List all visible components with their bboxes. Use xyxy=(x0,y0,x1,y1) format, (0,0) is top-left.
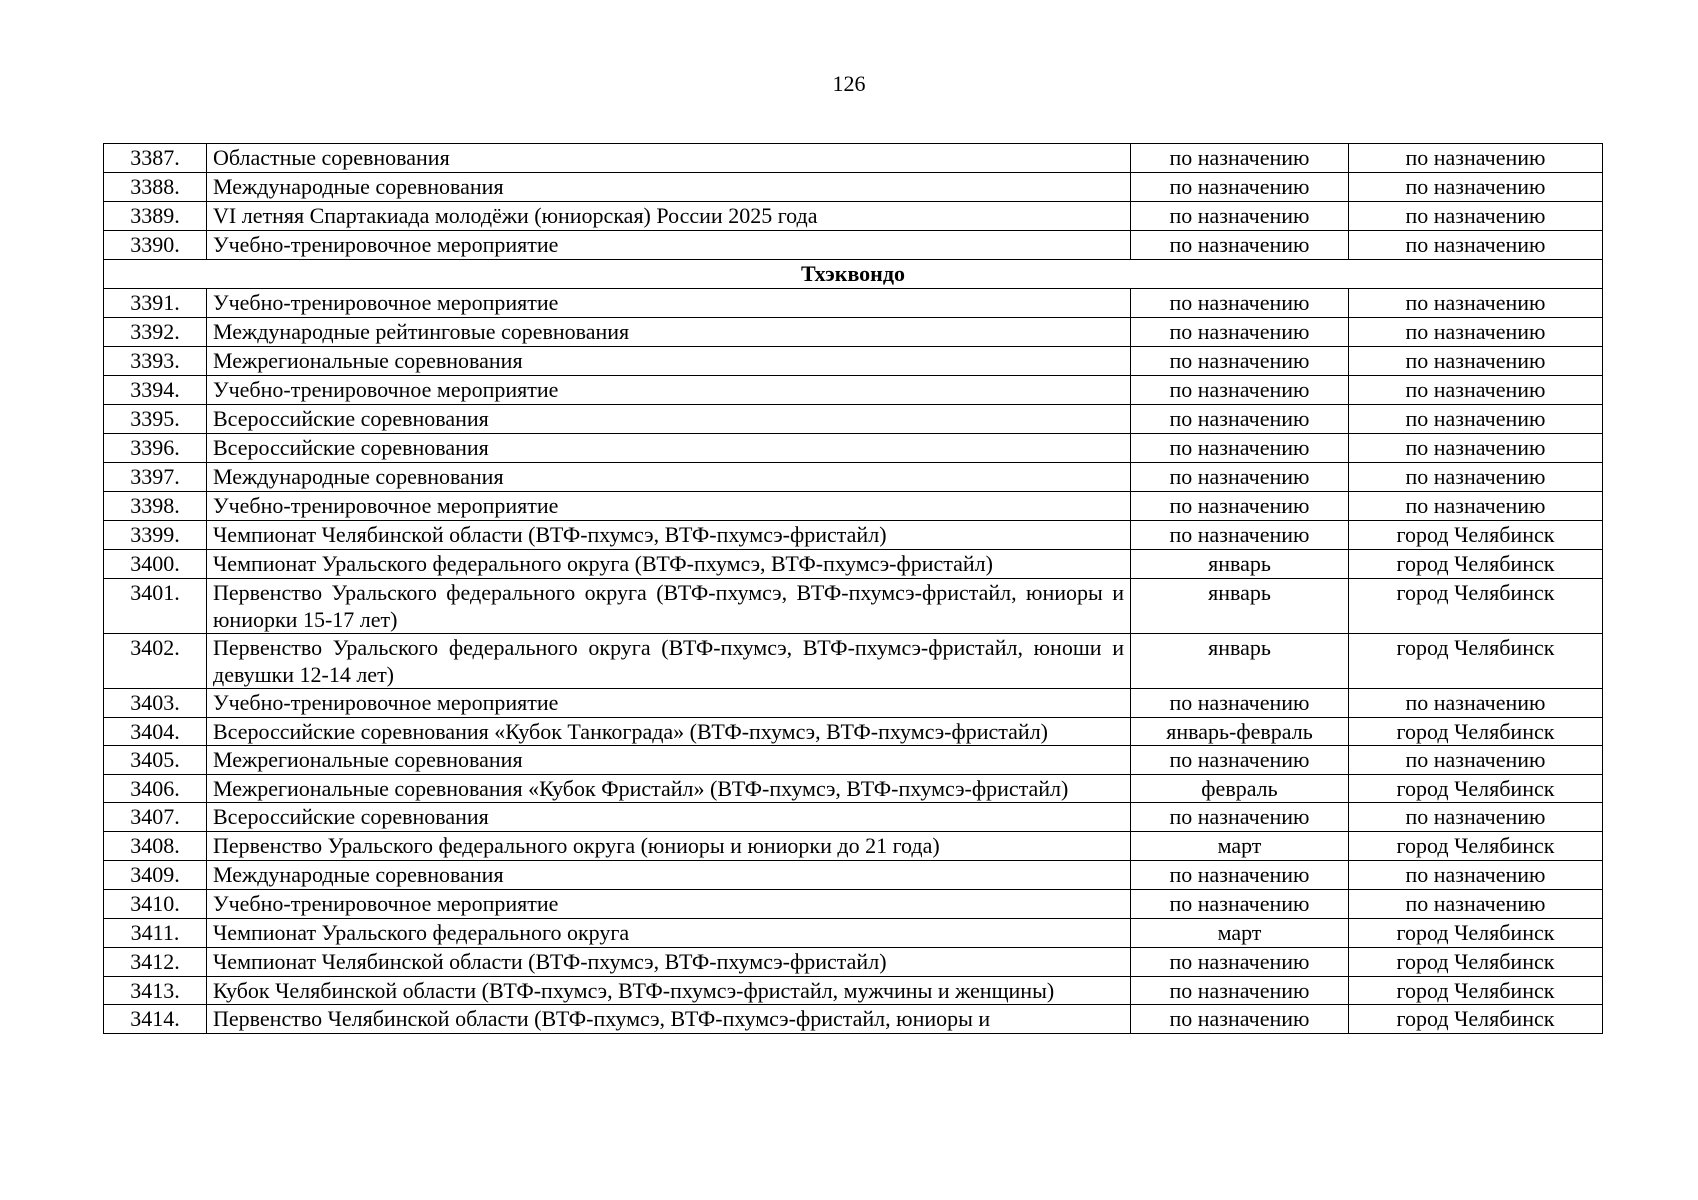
event-name: Всероссийские соревнования xyxy=(207,434,1131,463)
event-place: по назначению xyxy=(1349,202,1603,231)
event-place: город Челябинск xyxy=(1349,832,1603,861)
row-number: 3410. xyxy=(104,890,207,919)
event-date: по назначению xyxy=(1131,689,1349,718)
row-number: 3404. xyxy=(104,718,207,746)
table-row xyxy=(104,173,1603,202)
event-name: Первенство Уральского федерального округа (ВТФ-пхумсэ, ВТФ-пхумсэ-фристайл, юниоры и юниорки 15-17 лет) xyxy=(207,579,1131,634)
event-name: Чемпионат Уральского федерального округа (ВТФ-пхумсэ, ВТФ-пхумсэ-фристайл) xyxy=(207,550,1131,579)
event-date: по назначению xyxy=(1131,231,1349,260)
event-place: по назначению xyxy=(1349,347,1603,376)
event-date: по назначению xyxy=(1131,144,1349,173)
page-number: 126 xyxy=(832,71,866,96)
event-date: по назначению xyxy=(1131,463,1349,492)
event-name: Учебно-тренировочное мероприятие xyxy=(207,376,1131,405)
table-row xyxy=(104,318,1603,347)
event-date: март xyxy=(1131,832,1349,861)
event-date: по назначению xyxy=(1131,746,1349,775)
event-date: по назначению xyxy=(1131,948,1349,977)
row-number: 3403. xyxy=(104,689,207,718)
event-name: Чемпионат Челябинской области (ВТФ-пхумсэ, ВТФ-пхумсэ-фристайл) xyxy=(207,521,1131,550)
table-body-before xyxy=(104,144,1603,260)
event-name: Международные соревнования xyxy=(207,861,1131,890)
table-row xyxy=(104,405,1603,434)
event-name: Первенство Уральского федерального округа (юниоры и юниорки до 21 года) xyxy=(207,832,1131,861)
event-name: Всероссийские соревнования xyxy=(207,405,1131,434)
row-number: 3400. xyxy=(104,550,207,579)
event-date: по назначению xyxy=(1131,318,1349,347)
event-place: город Челябинск xyxy=(1349,521,1603,550)
event-place: по назначению xyxy=(1349,434,1603,463)
event-date: по назначению xyxy=(1131,202,1349,231)
table-row xyxy=(104,347,1603,376)
event-name: Учебно-тренировочное мероприятие xyxy=(207,689,1131,718)
row-number: 3402. xyxy=(104,634,207,689)
event-name: Первенство Челябинской области (ВТФ-пхумсэ, ВТФ-пхумсэ-фристайл, юниоры и xyxy=(207,1005,1131,1034)
event-name: Всероссийские соревнования xyxy=(207,803,1131,832)
event-place: город Челябинск xyxy=(1349,550,1603,579)
row-number: 3408. xyxy=(104,832,207,861)
event-date: январь xyxy=(1131,550,1349,579)
event-date: по назначению xyxy=(1131,405,1349,434)
row-number: 3409. xyxy=(104,861,207,890)
event-place: город Челябинск xyxy=(1349,718,1603,746)
event-place: по назначению xyxy=(1349,861,1603,890)
row-number: 3393. xyxy=(104,347,207,376)
table-row xyxy=(104,579,1603,634)
table-row xyxy=(104,861,1603,890)
event-place: город Челябинск xyxy=(1349,1005,1603,1034)
table-row xyxy=(104,202,1603,231)
table-row xyxy=(104,775,1603,803)
table-row xyxy=(104,434,1603,463)
event-date: по назначению xyxy=(1131,492,1349,521)
row-number: 3399. xyxy=(104,521,207,550)
table-row xyxy=(104,144,1603,173)
event-name: Учебно-тренировочное мероприятие xyxy=(207,890,1131,919)
row-number: 3398. xyxy=(104,492,207,521)
event-place: по назначению xyxy=(1349,463,1603,492)
event-name: Чемпионат Челябинской области (ВТФ-пхумсэ, ВТФ-пхумсэ-фристайл) xyxy=(207,948,1131,977)
event-date: январь xyxy=(1131,634,1349,689)
event-place: город Челябинск xyxy=(1349,579,1603,634)
event-date: по назначению xyxy=(1131,977,1349,1005)
row-number: 3391. xyxy=(104,289,207,318)
event-name: Учебно-тренировочное мероприятие xyxy=(207,231,1131,260)
event-name: Всероссийские соревнования «Кубок Танкограда» (ВТФ-пхумсэ, ВТФ-пхумсэ-фристайл) xyxy=(207,718,1131,746)
event-place: по назначению xyxy=(1349,890,1603,919)
event-place: по назначению xyxy=(1349,289,1603,318)
event-place: по назначению xyxy=(1349,318,1603,347)
event-place: по назначению xyxy=(1349,803,1603,832)
event-name: Межрегиональные соревнования xyxy=(207,347,1131,376)
row-number: 3405. xyxy=(104,746,207,775)
event-date: по назначению xyxy=(1131,289,1349,318)
row-number: 3401. xyxy=(104,579,207,634)
row-number: 3390. xyxy=(104,231,207,260)
event-place: город Челябинск xyxy=(1349,919,1603,948)
row-number: 3411. xyxy=(104,919,207,948)
event-place: город Челябинск xyxy=(1349,634,1603,689)
row-number: 3406. xyxy=(104,775,207,803)
table-row xyxy=(104,231,1603,260)
event-name: Учебно-тренировочное мероприятие xyxy=(207,289,1131,318)
event-place: по назначению xyxy=(1349,492,1603,521)
table-row xyxy=(104,492,1603,521)
event-date: по назначению xyxy=(1131,1005,1349,1034)
table-row xyxy=(104,634,1603,689)
table-row xyxy=(104,521,1603,550)
event-date: по назначению xyxy=(1131,173,1349,202)
table-row xyxy=(104,289,1603,318)
event-place: по назначению xyxy=(1349,746,1603,775)
event-date: январь-февраль xyxy=(1131,718,1349,746)
event-date: по назначению xyxy=(1131,347,1349,376)
row-number: 3397. xyxy=(104,463,207,492)
table-row xyxy=(104,550,1603,579)
section-header-group xyxy=(104,260,1603,289)
section-header-row xyxy=(104,260,1603,289)
row-number: 3412. xyxy=(104,948,207,977)
event-name: Международные соревнования xyxy=(207,173,1131,202)
row-number: 3395. xyxy=(104,405,207,434)
table-row xyxy=(104,376,1603,405)
event-name: Межрегиональные соревнования «Кубок Фристайл» (ВТФ-пхумсэ, ВТФ-пхумсэ-фристайл) xyxy=(207,775,1131,803)
row-number: 3388. xyxy=(104,173,207,202)
row-number: 3392. xyxy=(104,318,207,347)
table-row xyxy=(104,919,1603,948)
event-name: Чемпионат Уральского федерального округа xyxy=(207,919,1131,948)
row-number: 3389. xyxy=(104,202,207,231)
row-number: 3396. xyxy=(104,434,207,463)
table-row xyxy=(104,689,1603,718)
event-date: март xyxy=(1131,919,1349,948)
event-date: по назначению xyxy=(1131,434,1349,463)
event-date: по назначению xyxy=(1131,521,1349,550)
event-place: город Челябинск xyxy=(1349,775,1603,803)
table-body-after xyxy=(104,289,1603,1034)
event-place: город Челябинск xyxy=(1349,948,1603,977)
event-place: по назначению xyxy=(1349,173,1603,202)
row-number: 3407. xyxy=(104,803,207,832)
event-date: по назначению xyxy=(1131,376,1349,405)
table-row xyxy=(104,977,1603,1005)
table-row xyxy=(104,1005,1603,1034)
row-number: 3387. xyxy=(104,144,207,173)
event-place: по назначению xyxy=(1349,376,1603,405)
event-date: февраль xyxy=(1131,775,1349,803)
row-number: 3394. xyxy=(104,376,207,405)
event-place: по назначению xyxy=(1349,144,1603,173)
event-name: Учебно-тренировочное мероприятие xyxy=(207,492,1131,521)
event-date: по назначению xyxy=(1131,803,1349,832)
table-row xyxy=(104,746,1603,775)
event-name: Межрегиональные соревнования xyxy=(207,746,1131,775)
event-name: VI летняя Спартакиада молодёжи (юниорская) России 2025 года xyxy=(207,202,1131,231)
table-row xyxy=(104,890,1603,919)
row-number: 3414. xyxy=(104,1005,207,1034)
table-row xyxy=(104,718,1603,746)
event-name: Первенство Уральского федерального округа (ВТФ-пхумсэ, ВТФ-пхумсэ-фристайл, юноши и девушки 12-14 лет) xyxy=(207,634,1131,689)
event-date: январь xyxy=(1131,579,1349,634)
section-title: Тхэквондо xyxy=(104,260,1603,289)
event-name: Международные соревнования xyxy=(207,463,1131,492)
table-row xyxy=(104,463,1603,492)
event-name: Областные соревнования xyxy=(207,144,1131,173)
table-row xyxy=(104,832,1603,861)
event-place: город Челябинск xyxy=(1349,977,1603,1005)
row-number: 3413. xyxy=(104,977,207,1005)
event-place: по назначению xyxy=(1349,689,1603,718)
event-name: Международные рейтинговые соревнования xyxy=(207,318,1131,347)
event-place: по назначению xyxy=(1349,231,1603,260)
table-row xyxy=(104,803,1603,832)
event-name: Кубок Челябинской области (ВТФ-пхумсэ, ВТФ-пхумсэ-фристайл, мужчины и женщины) xyxy=(207,977,1131,1005)
event-place: по назначению xyxy=(1349,405,1603,434)
event-date: по назначению xyxy=(1131,861,1349,890)
events-table xyxy=(103,143,1603,1034)
event-date: по назначению xyxy=(1131,890,1349,919)
table-row xyxy=(104,948,1603,977)
